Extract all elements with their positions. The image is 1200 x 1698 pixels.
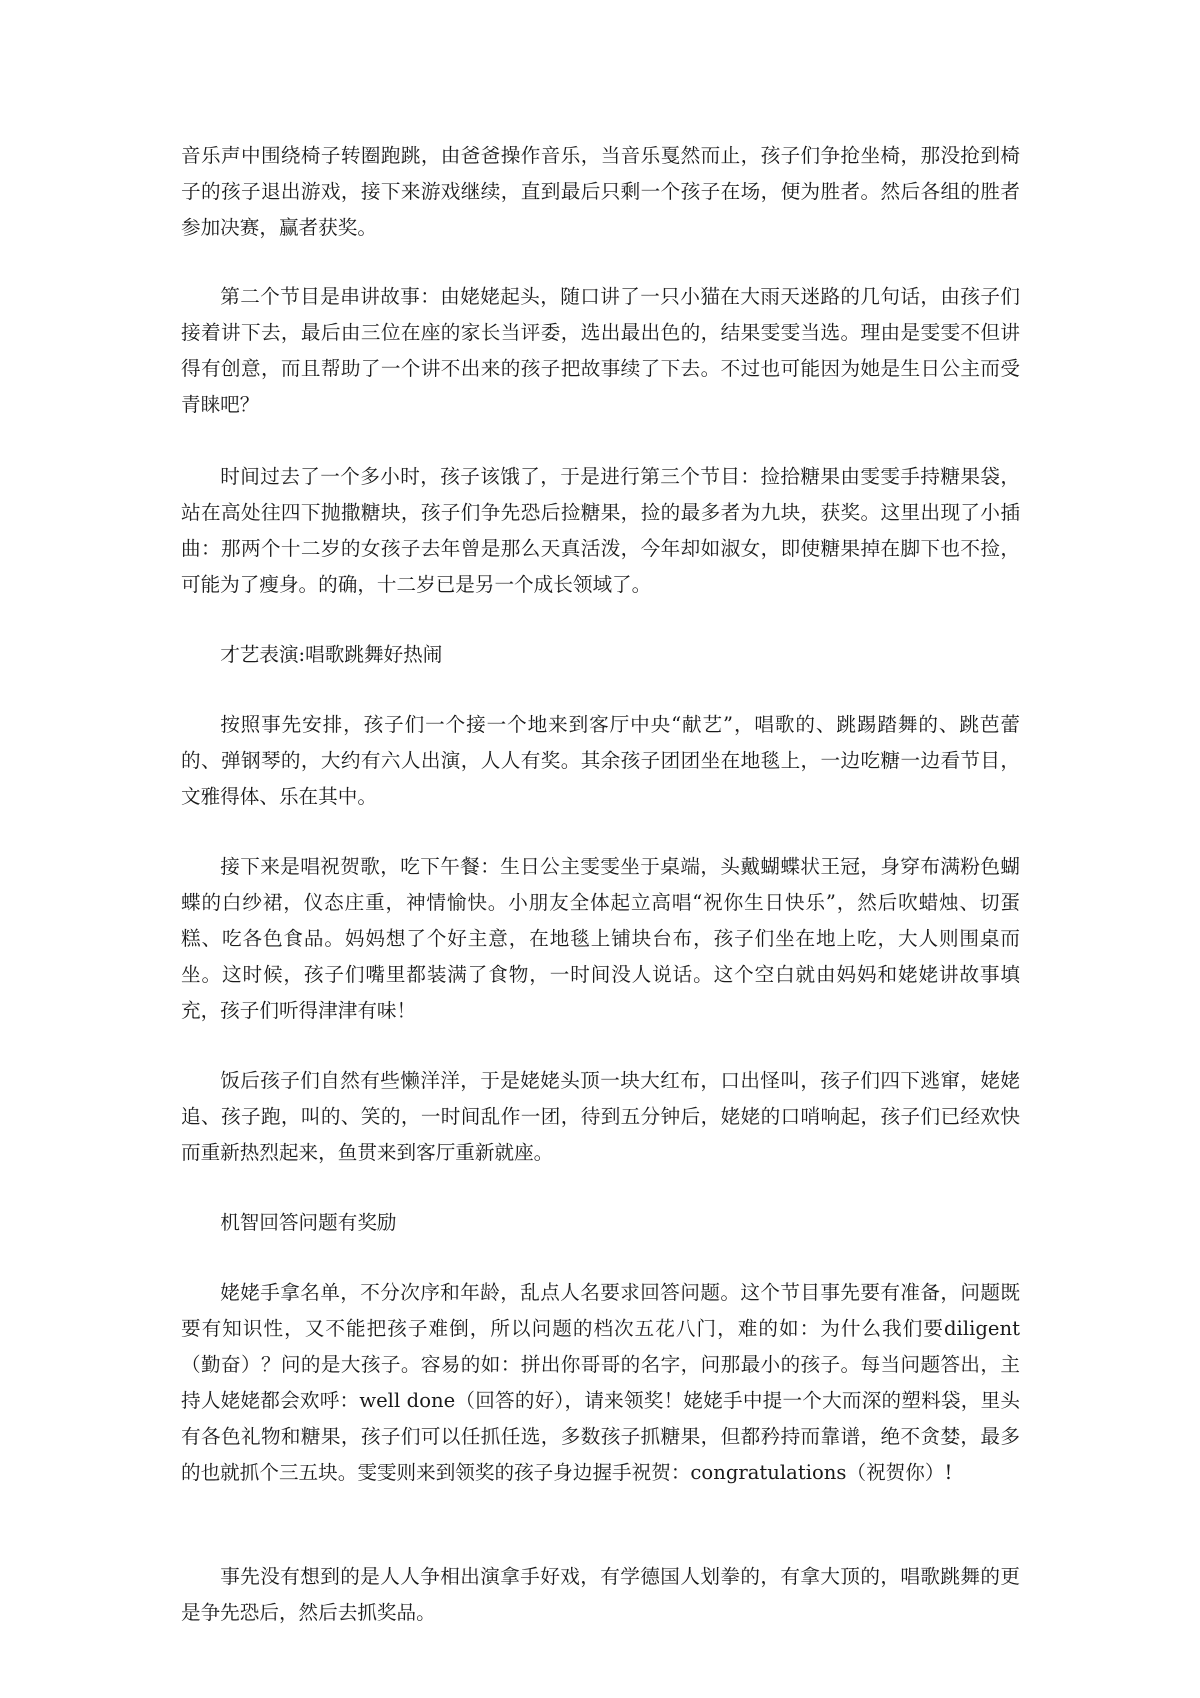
- section-heading-talent-show: 才艺表演:唱歌跳舞好热闹: [220, 643, 443, 666]
- paragraph-performances: 事先没有想到的是人人争相出演拿手好戏，有学德国人划拳的，有拿大顶的，唱歌跳舞的更是争先恐后，然后去抓奖品。: [181, 1565, 1020, 1624]
- article-body: [181, 138, 1020, 1631]
- paragraph-musical-chairs: 音乐声中围绕椅子转圈跑跳，由爸爸操作音乐，当音乐戛然而止，孩子们争抢坐椅，那没抢到椅子的孩子退出游戏，接下来游戏继续，直到最后只剩一个孩子在场，便为胜者。然后各组的胜者参加决赛，赢者获奖。: [181, 144, 1020, 239]
- paragraph-after-meal: 饭后孩子们自然有些懒洋洋，于是姥姥头顶一块大红布，口出怪叫，孩子们四下逃窜，姥姥追、孩子跑，叫的、笑的，一时间乱作一团，待到五分钟后，姥姥的口哨响起，孩子们已经欢快而重新热烈起来，鱼贯来到客厅重新就座。: [181, 1069, 1020, 1164]
- paragraph-story-relay: 第二个节目是串讲故事：由姥姥起头，随口讲了一只小猫在大雨天迷路的几句话，由孩子们接着讲下去，最后由三位在座的家长当评委，选出最出色的，结果雯雯当选。理由是雯雯不但讲得有创意，而且帮助了一个讲不出来的孩子把故事续了下去。不过也可能因为她是生日公主而受青睐吧？: [181, 285, 1020, 416]
- paragraph-candy-game: 时间过去了一个多小时，孩子该饿了，于是进行第三个节目：捡拾糖果由雯雯手持糖果袋，站在高处往四下抛撒糖块，孩子们争先恐后捡糖果，捡的最多者为九块，获奖。这里出现了小插曲：那两个十二岁的女孩子去年曾是那么天真活泼，今年却如淑女，即使糖果掉在脚下也不捡，可能为了瘦身。的确，十二岁已是另一个成长领域了。: [181, 465, 1020, 596]
- paragraph-birthday-song: 接下来是唱祝贺歌，吃下午餐：生日公主雯雯坐于桌端，头戴蝴蝶状王冠，身穿布满粉色蝴蝶的白纱裙，仪态庄重，神情愉快。小朋友全体起立高唱“祝你生日快乐”，然后吹蜡烛、切蛋糕、吃各色食品。妈妈想了个好主意，在地毯上铺块台布，孩子们坐在地上吃，大人则围桌而坐。这时候，孩子们嘴里都装满了食物，一时间没人说话。这个空白就由妈妈和姥姥讲故事填充，孩子们听得津津有味！: [181, 855, 1020, 1022]
- paragraph-quiz: 姥姥手拿名单，不分次序和年龄，乱点人名要求回答问题。这个节目事先要有准备，问题既要有知识性，又不能把孩子难倒，所以问题的档次五花八门，难的如：为什么我们要diligent（勤奋）？问的是大孩子。容易的如：拼出你哥哥的名字，问那最小的孩子。每当问题答出，主持人姥姥都会欢呼：well done（回答的好），请来领奖！姥姥手中提一个大而深的塑料袋，里头有各色礼物和糖果，孩子们可以任抓任选，多数孩子抓糖果，但都矜持而靠谱，绝不贪婪，最多的也就抓个三五块。雯雯则来到领奖的孩子身边握手祝贺：congratulations（祝贺你）!: [181, 1281, 1020, 1484]
- paragraph-talent-show: 按照事先安排，孩子们一个接一个地来到客厅中央“献艺”，唱歌的、跳踢踏舞的、跳芭蕾的、弹钢琴的，大约有六人出演，人人有奖。其余孩子团团坐在地毯上，一边吃糖一边看节目，文雅得体、乐在其中。: [181, 713, 1020, 808]
- section-heading-quiz: 机智回答问题有奖励: [220, 1211, 397, 1234]
